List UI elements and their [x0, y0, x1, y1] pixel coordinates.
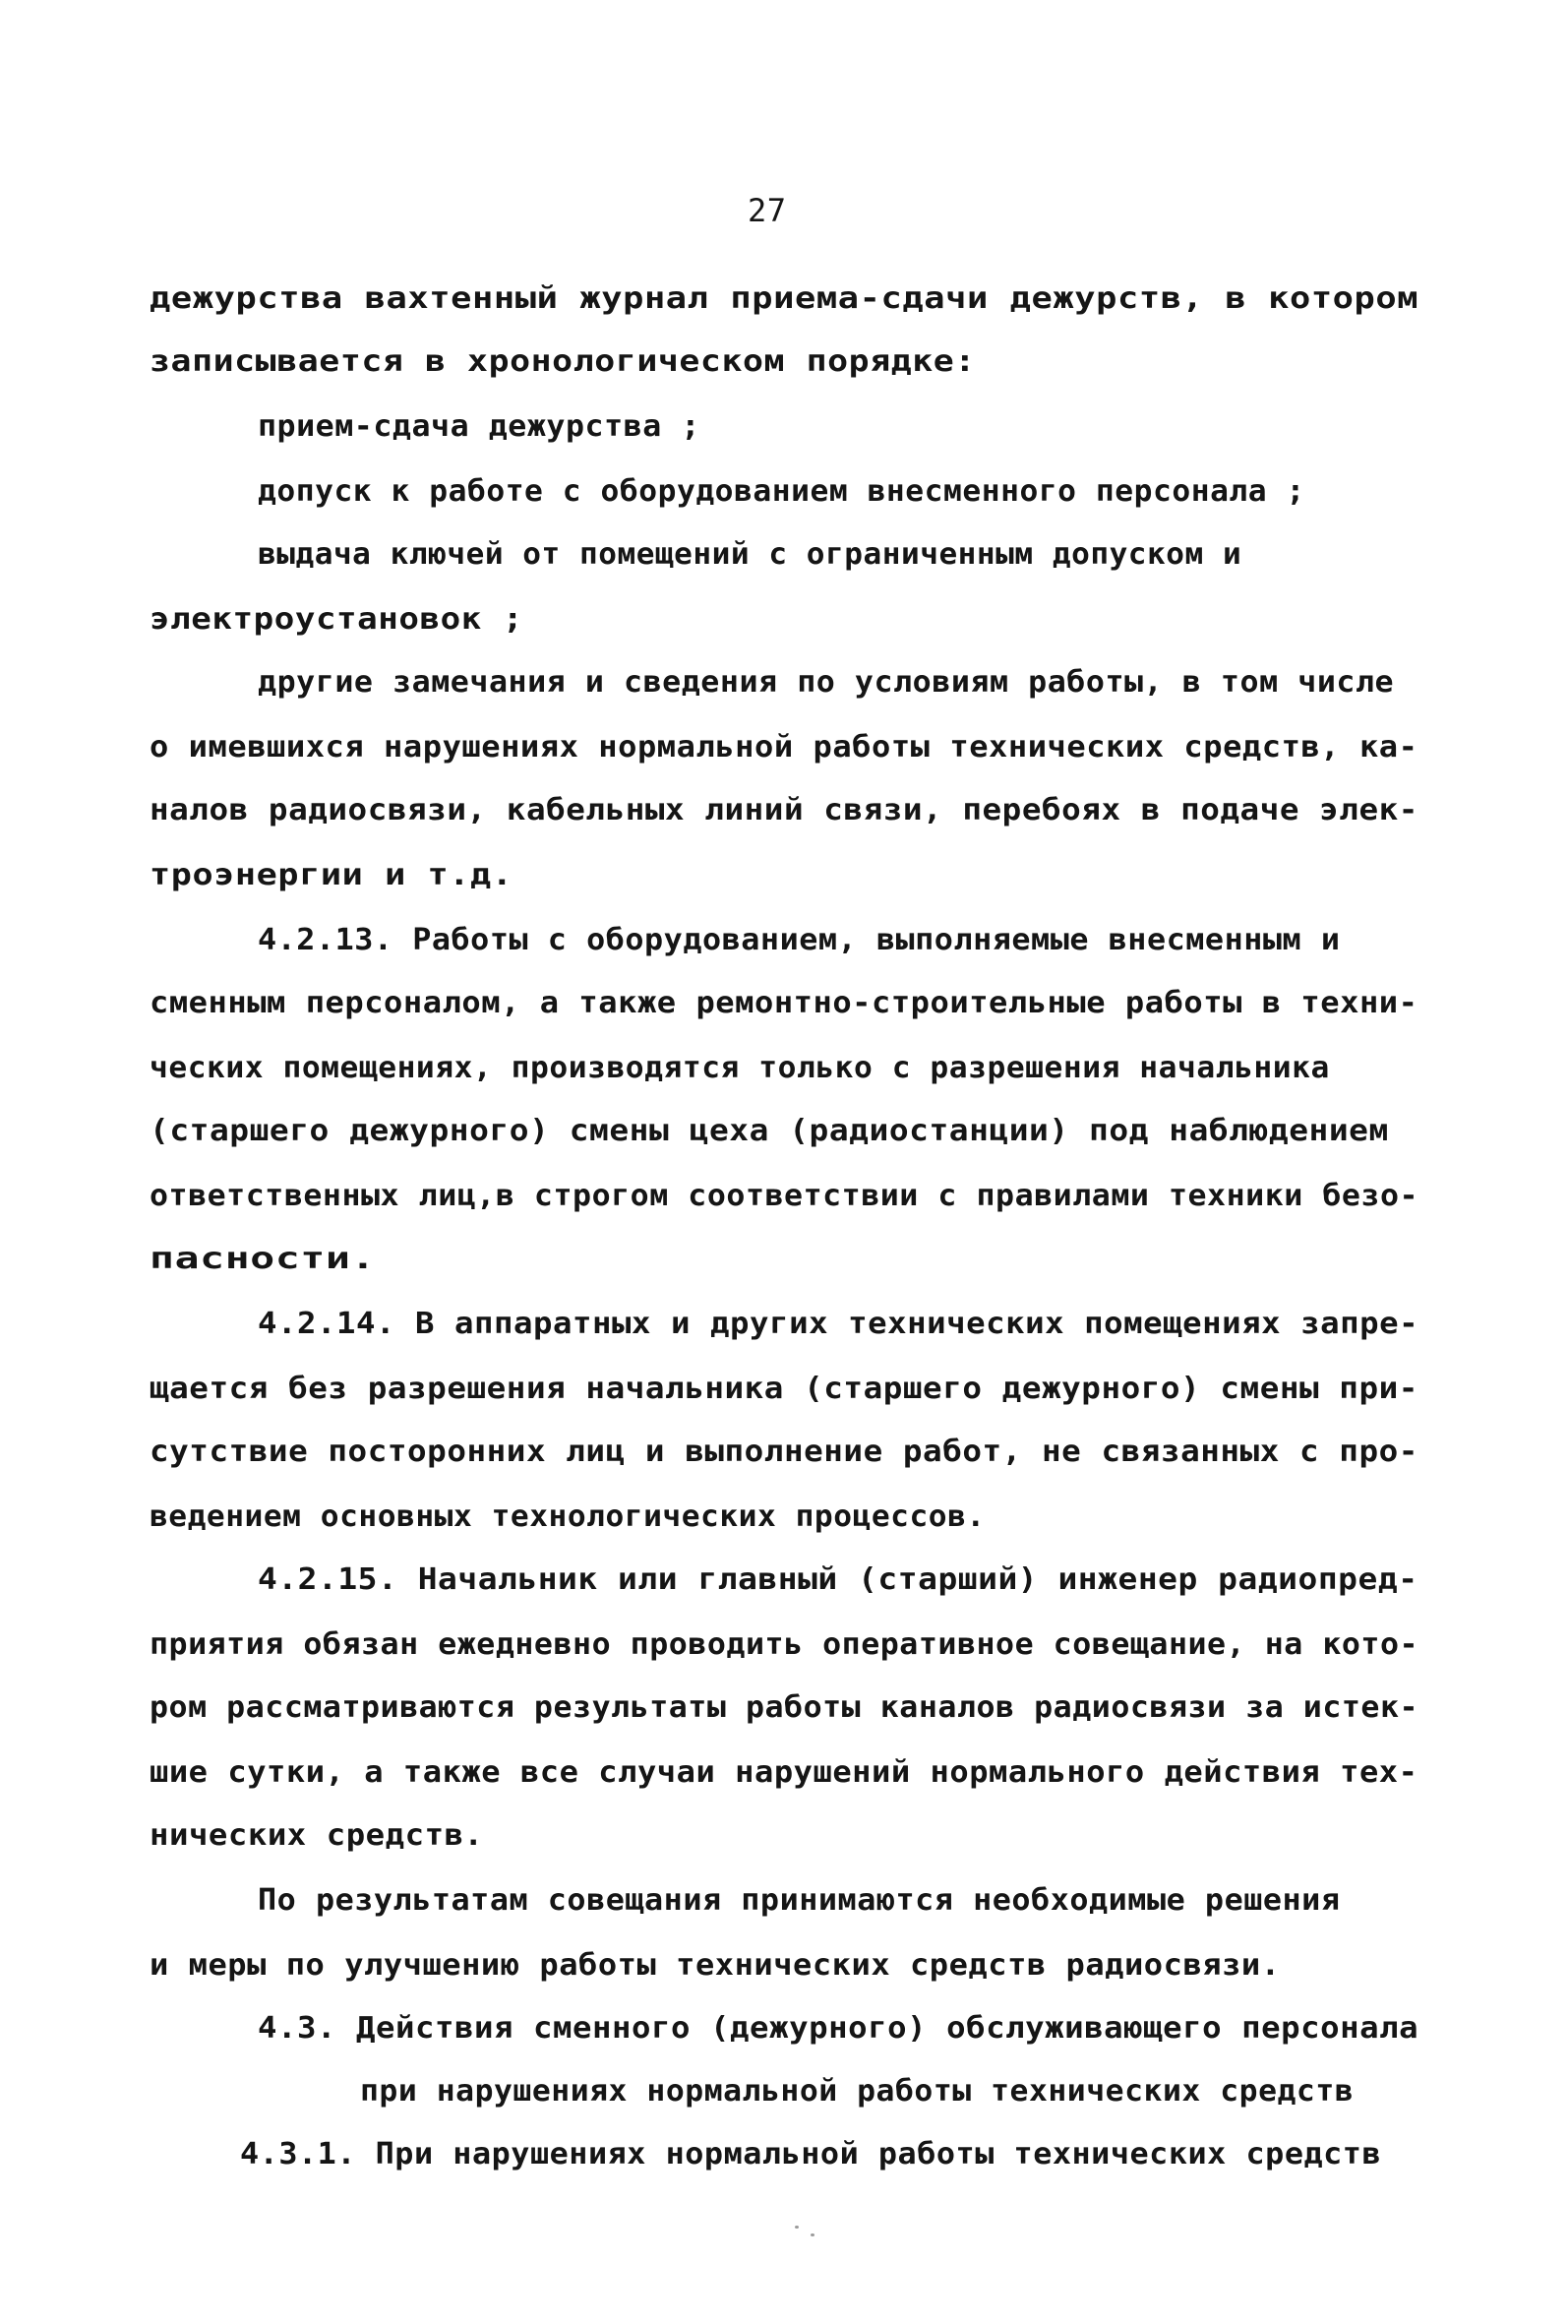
text-line: электроустановок ;	[150, 602, 524, 637]
text-line: сменным персоналом, а также ремонтно-строительные работы в техни-	[150, 986, 1418, 1020]
text-line: (старшего дежурного) смены цеха (радиостанции) под наблюдением	[150, 1114, 1389, 1148]
text-line: щается без разрешения начальника (старшего дежурного) смены при-	[150, 1372, 1418, 1406]
section-heading-4-2-15: 4.2.15. Начальник или главный (старший) инженер радиопред-	[258, 1562, 1418, 1597]
text-line: ответственных лиц,в строгом соответствии с правилами техники безо-	[150, 1179, 1419, 1213]
text-line: и меры по улучшению работы технических средств радиосвязи.	[150, 1948, 1281, 1983]
text-line: допуск к работе с оборудованием внесменного персонала ;	[258, 474, 1305, 509]
text-line: дежурства вахтенный журнал приема-сдачи дежурств, в котором	[150, 281, 1419, 316]
section-heading-4-3: 4.3. Действия сменного (дежурного) обслуживающего персонала	[258, 2011, 1419, 2046]
text-line: приятия обязан ежедневно проводить оперативное совещание, на кото-	[150, 1627, 1419, 1662]
text-line: ческих помещениях, производятся только с разрешения начальника	[150, 1051, 1330, 1085]
scan-speck	[811, 2233, 814, 2236]
text-line: ром рассматриваются результаты работы каналов радиосвязи за истек-	[150, 1690, 1419, 1725]
section-heading-4-3-subtitle: при нарушениях нормальной работы технических средств	[360, 2074, 1355, 2109]
text-line: другие замечания и сведения по условиям работы, в том числе	[258, 665, 1395, 700]
text-line: выдача ключей от помещений с ограниченным допуском и	[258, 537, 1242, 572]
text-line: пасности.	[150, 1242, 377, 1276]
text-line: налов радиосвязи, кабельных линий связи, перебоях в подаче элек-	[150, 793, 1418, 827]
text-line: прием-сдача дежурства ;	[258, 409, 700, 444]
text-line: сутствие посторонних лиц и выполнение работ, не связанных с про-	[150, 1435, 1418, 1469]
section-heading-4-3-1: 4.3.1. При нарушениях нормальной работы технических средств	[240, 2137, 1382, 2171]
text-line: ведением основных технологических процессов.	[150, 1499, 986, 1534]
text-line: записывается в хронологическом порядке:	[150, 344, 976, 379]
text-line: троэнергии и т.д.	[150, 858, 513, 892]
text-line: шие сутки, а также все случаи нарушений нормального действия тех-	[150, 1755, 1418, 1790]
text-line: По результатам совещания принимаются необходимые решения	[258, 1883, 1341, 1918]
text-line: нических средств.	[150, 1818, 484, 1853]
scan-speck	[795, 2226, 799, 2229]
page-number: 27	[748, 192, 787, 229]
section-heading-4-2-14: 4.2.14. В аппаратных и других технических помещениях запре-	[258, 1307, 1419, 1341]
text-line: о имевшихся нарушениях нормальной работы технических средств, ка-	[150, 730, 1418, 764]
section-heading-4-2-13: 4.2.13. Работы с оборудованием, выполняемые внесменным и	[258, 923, 1341, 957]
